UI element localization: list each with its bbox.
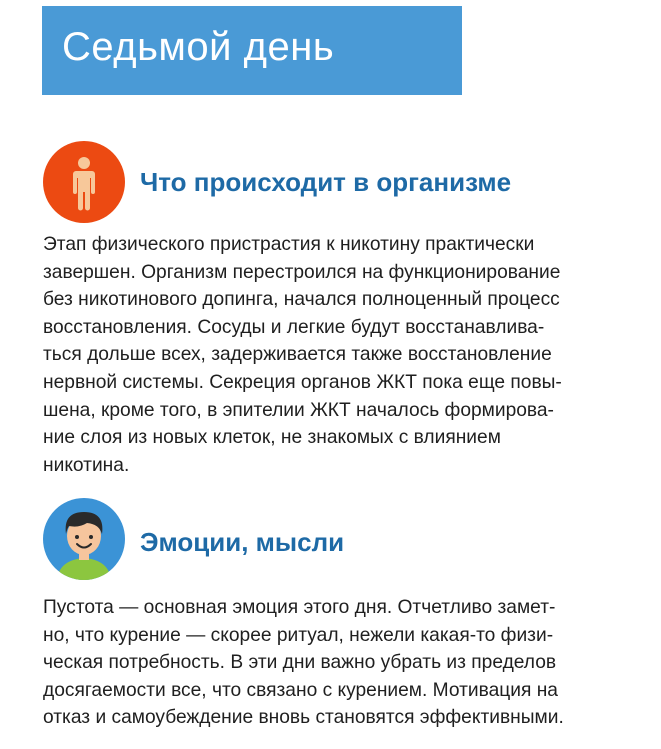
text-line: никотина. [43,454,130,476]
text-line: ние слоя из новых клеток, не знакомых с влиянием [43,427,501,449]
text-line: ческая потребность. В эти дни важно убрать из пределов [43,652,557,674]
section-heading-body: Что происходит в организме [140,167,512,197]
section-text-emotions [43,594,648,732]
page-title: Седьмой день [62,25,335,69]
text-line: восстановления. Сосуды и легкие будут восстанавлива- [43,316,545,338]
text-line: шена, кроме того, в эпителии ЖКТ началось формирова- [43,399,554,421]
human-figure-icon [43,141,125,223]
text-line: без никотинового допинга, начался полноценный процесс [43,289,560,311]
text-line: отказ и самоубеждение вновь становятся эффективными. [43,707,564,729]
text-line: нервной системы. Секреция органов ЖКТ пока еще повы- [43,371,562,393]
text-line: но, что курение — скорее ритуал, нежели какая-то физи- [43,624,554,646]
section-heading-emotions: Эмоции, мысли [140,527,345,557]
text-line: Пустота — основная эмоция этого дня. Отчетливо замет- [43,597,556,618]
smiling-person-icon [43,498,125,580]
text-line: ться дольше всех, задерживается также восстановление [43,344,552,366]
text-line: Этап физического пристрастия к никотину практически [43,234,535,255]
section-text-body [43,231,648,479]
text-line: досягаемости все, что связано с курением. Мотивация на [43,679,558,701]
text-line: завершен. Организм перестроился на функционирование [43,261,561,283]
